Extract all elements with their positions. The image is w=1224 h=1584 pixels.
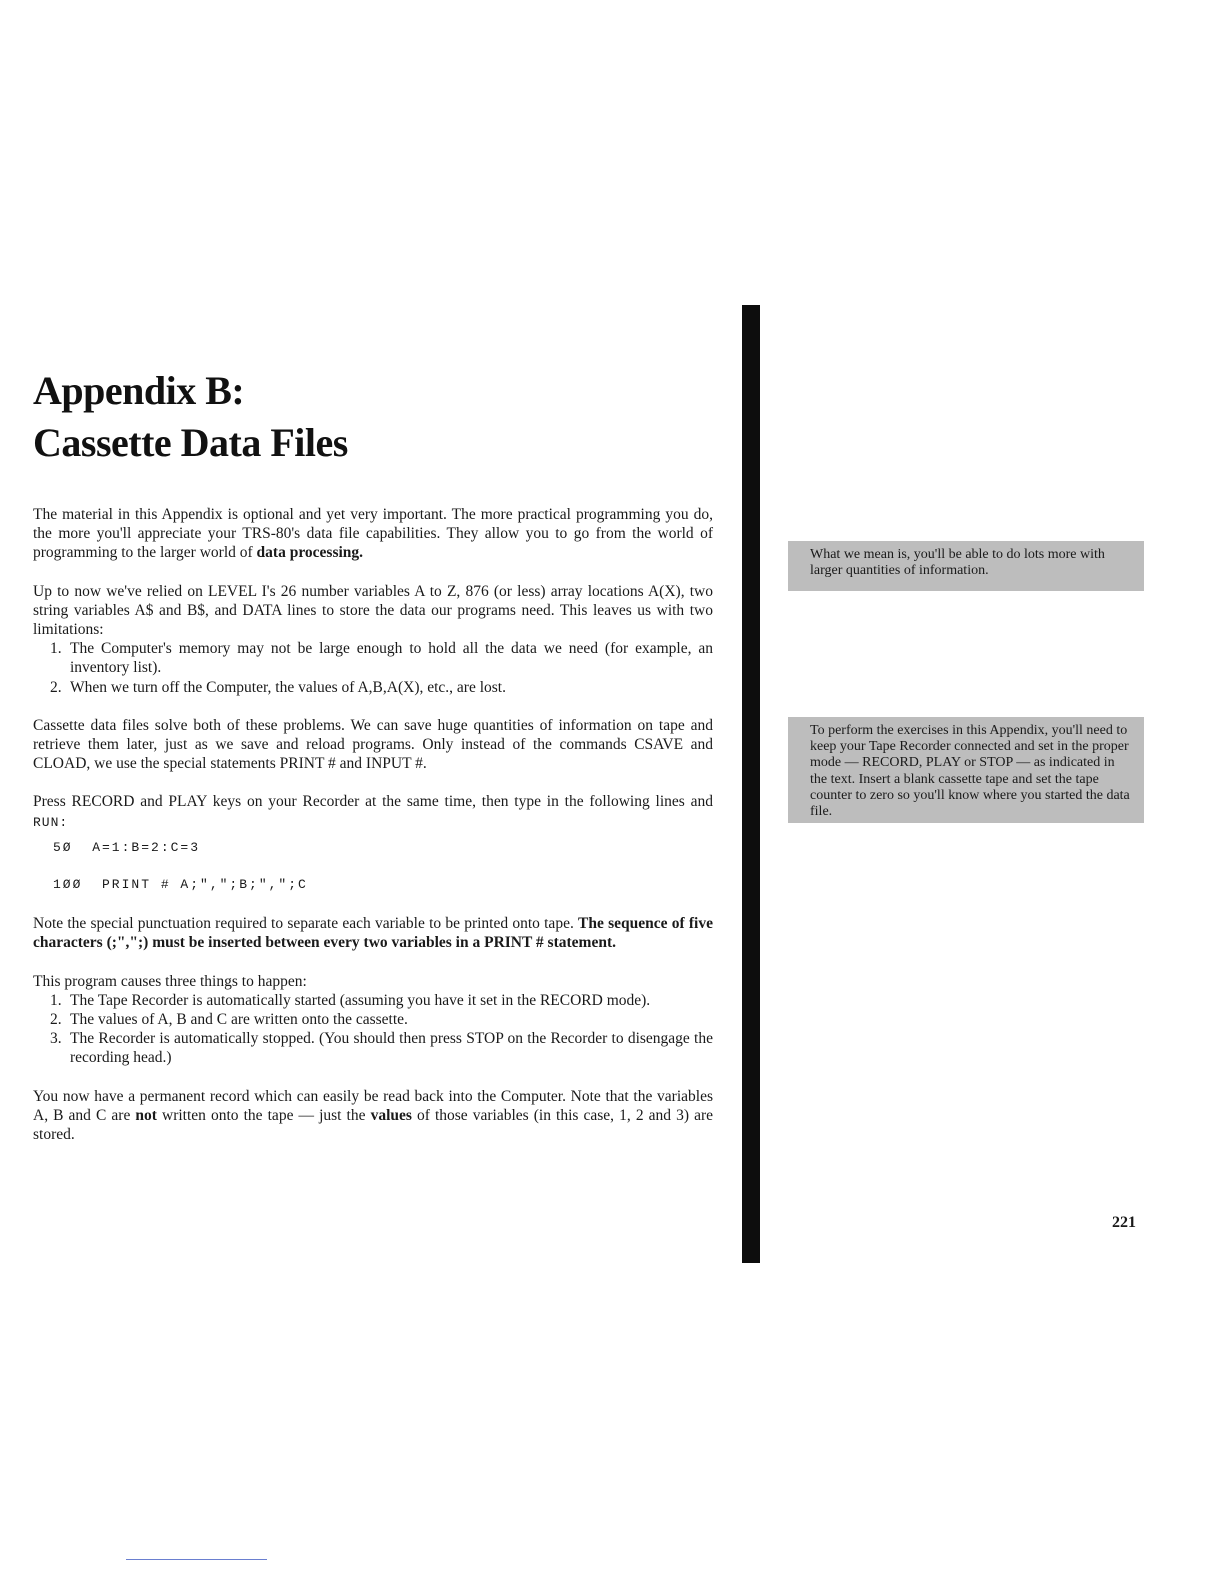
list-item-text: The Recorder is automatically stopped. (You should then press STOP on the Recorder to disengage the recording head.)	[70, 1030, 713, 1067]
list-item	[33, 678, 713, 697]
paragraph-punctuation-text: Note the special punctuation required to separate each variable to be printed onto tape.	[33, 915, 579, 933]
code-line-50: 5Ø A=1:B=2:C=3	[53, 839, 201, 855]
list-item-number: 1.	[50, 991, 62, 1009]
paragraph-punctuation-bold: The sequence of five characters (;",";) must be inserted between every two variables in a PRINT # statement.	[33, 915, 713, 952]
emphasis-not: not	[135, 1106, 157, 1124]
list-item-number: 1.	[50, 640, 62, 658]
paragraph-intro-bold: data processing.	[256, 544, 364, 562]
list-item	[33, 1010, 713, 1029]
body-text	[33, 505, 713, 1163]
code-line-100: 1ØØ PRINT # A;",";B;",";C	[53, 877, 308, 893]
title-line-1: Appendix B:	[33, 368, 245, 413]
list-item-text: The Tape Recorder is automatically started (assuming you have it set in the RECORD mode).	[70, 991, 651, 1009]
margin-bar	[742, 305, 760, 1263]
paragraph-permanent-record	[33, 1087, 713, 1145]
page-title	[33, 365, 348, 469]
limitations-list	[33, 639, 713, 697]
list-item-text: When we turn off the Computer, the values of A,B,A(X), etc., are lost.	[70, 678, 506, 696]
paragraph-intro-text: The material in this Appendix is optional and yet very important. The more practical programming you do, the more you'll appreciate your TRS-80's data file capabilities. They allow you to go from the world of programming to the larger world of	[33, 506, 713, 562]
run-command: RUN:	[33, 814, 69, 830]
list-item-text: The values of A, B and C are written onto the cassette.	[70, 1011, 408, 1029]
sidenote-information: What we mean is, you'll be able to do lots more with larger quantities of information.	[788, 541, 1144, 591]
paragraph-three-things: This program causes three things to happen:	[33, 972, 307, 990]
emphasis-values: values	[370, 1106, 412, 1124]
three-things-list	[33, 991, 713, 1068]
paragraph-data-files: Cassette data files solve both of these problems. We can save huge quantities of information on tape and retrieve them later, just as we save and reload programs. Only instead of the commands CSAVE and CLOAD, we use the special statements PRINT # and INPUT #.	[33, 716, 713, 773]
paragraph-instructions	[33, 792, 713, 831]
list-item-text: The Computer's memory may not be large enough to hold all the data we need (for example, an inventory list).	[70, 640, 713, 677]
page-number: 221	[1112, 1214, 1136, 1231]
paragraph-permanent-record-text-a: You now have a permanent record which can easily be read back into the Computer. Note that the variables A, B and C are	[33, 1087, 713, 1124]
paragraph-limits: Up to now we've relied on LEVEL I's 26 number variables A to Z, 876 (or less) array locations A(X), two string variables A$ and B$, and DATA lines to store the data our programs need. This leaves us with two limitations:	[33, 582, 713, 639]
list-item	[33, 639, 713, 677]
list-item	[33, 1029, 713, 1067]
list-item-number: 2.	[50, 678, 62, 696]
sidenote-exercises: To perform the exercises in this Appendix, you'll need to keep your Tape Recorder connected and set in the proper mode — RECORD, PLAY or STOP — as indicated in the text. Insert a blank cassette tape and set the tape counter to zero so you'll know where you started the data file.	[788, 717, 1144, 823]
paragraph-punctuation	[33, 914, 713, 952]
list-item-number: 2.	[50, 1011, 62, 1029]
paragraph-instructions-text: Press RECORD and PLAY keys on your Recorder at the same time, then type in the following lines and	[33, 793, 713, 811]
footer-rule	[126, 1559, 267, 1560]
title-line-2: Cassette Data Files	[33, 420, 348, 465]
paragraph-permanent-record-text-c: of those variables (in this case, 1, 2 and 3) are stored.	[33, 1106, 714, 1144]
list-item-number: 3.	[50, 1030, 62, 1048]
paragraph-intro	[33, 505, 713, 563]
list-item	[33, 991, 713, 1010]
paragraph-permanent-record-text-b: written onto the tape — just the	[156, 1106, 371, 1124]
